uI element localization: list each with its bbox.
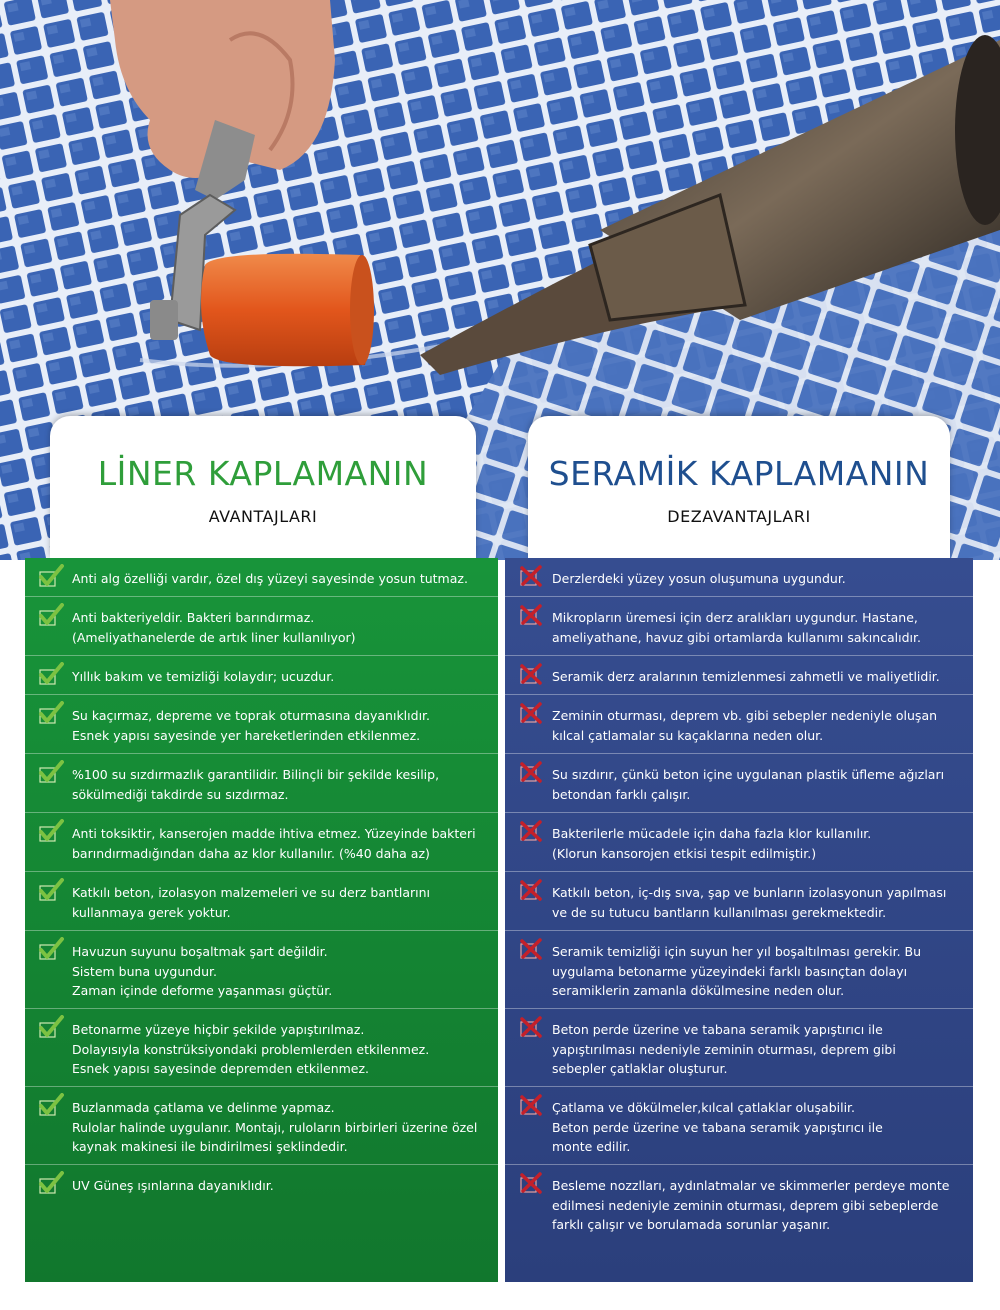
- list-item: [25, 1087, 498, 1165]
- list-item: [25, 597, 498, 656]
- list-item-text: (Ameliyathanelerde de artık liner kullanılıyor): [72, 629, 356, 645]
- cross-icon: [518, 760, 544, 784]
- list-item: [505, 813, 973, 872]
- list-item: [505, 931, 973, 1009]
- list-item: [505, 558, 973, 597]
- list-item-text: Bakterilerle mücadele için daha fazla klor kullanılır.: [552, 826, 872, 841]
- list-item-text: Buzlanmada çatlama ve delinme yapmaz.: [72, 1100, 335, 1115]
- list-item-text: Anti alg özelliği vardır, özel dış yüzeyi sayesinde yosun tutmaz.: [72, 571, 468, 586]
- list-item-text: kullanmaya gerek yoktur.: [72, 904, 231, 920]
- list-item: [25, 558, 498, 597]
- cross-icon: [518, 1171, 544, 1195]
- list-item-text: ameliyathane, havuz gibi ortamlarda kullanımı sakıncalıdır.: [552, 629, 922, 645]
- advantages-list: [25, 558, 498, 1282]
- check-icon: [38, 819, 64, 843]
- cross-icon: [518, 564, 544, 588]
- liner-advantages-card: [50, 416, 476, 558]
- list-item-text: (Klorun kansorojen etkisi tespit edilmiştir.): [552, 845, 817, 861]
- list-item: [25, 1009, 498, 1087]
- liner-subtitle: AVANTAJLARI: [208, 507, 318, 526]
- list-item: [505, 597, 973, 656]
- list-item: [505, 695, 973, 754]
- list-item-text: Sistem buna uygundur.: [72, 963, 217, 979]
- check-icon: [38, 1093, 64, 1117]
- list-item-text: Katkılı beton, izolasyon malzemeleri ve su derz bantlarını: [72, 885, 430, 900]
- list-item: [505, 656, 973, 695]
- list-item-text: Esnek yapısı sayesinde yer hareketlerinden etkilenmez.: [72, 727, 421, 743]
- cross-icon: [518, 937, 544, 961]
- list-item-text: Mikropların üremesi için derz aralıkları uygundur. Hastane,: [552, 610, 918, 625]
- cross-icon: [518, 1093, 544, 1117]
- list-item-text: Beton perde üzerine ve tabana seramik yapıştırıcı ile: [552, 1022, 883, 1037]
- list-item-text: barındırmadığından daha az klor kullanılır. (%40 daha az): [72, 845, 430, 861]
- list-item-text: sökülmediği takdirde su sızdırmaz.: [72, 786, 289, 802]
- check-icon: [38, 603, 64, 627]
- list-item: [505, 754, 973, 813]
- list-item-text: %100 su sızdırmazlık garantilidir. Bilinçli bir şekilde kesilip,: [72, 767, 440, 782]
- list-item-text: edilmesi nedeniyle zeminin oturması, deprem gibi sebeplerde: [552, 1197, 939, 1213]
- list-item: [505, 872, 973, 931]
- check-icon: [38, 1171, 64, 1195]
- list-item-text: uygulama betonarme yüzeyindeki farklı basınçtan dolayı: [552, 963, 908, 979]
- list-item-text: yapıştırılması nedeniyle zeminin oturması, deprem gibi: [552, 1041, 896, 1057]
- list-item-text: monte edilir.: [552, 1139, 631, 1154]
- list-item-text: Zaman içinde deforme yaşanması güçtür.: [72, 983, 333, 998]
- ceramic-disadvantages-card: [528, 416, 950, 558]
- list-item: [505, 1009, 973, 1087]
- list-item: [505, 1087, 973, 1165]
- list-item-text: kaynak makinesi ile bindirilmesi şeklindedir.: [72, 1139, 348, 1154]
- list-item-text: Katkılı beton, iç-dış sıva, şap ve bunların izolasyonun yapılması: [552, 885, 947, 900]
- cross-icon: [518, 819, 544, 843]
- list-item: [25, 695, 498, 754]
- list-item: [25, 872, 498, 931]
- list-item-text: Havuzun suyunu boşaltmak şart değildir.: [72, 944, 328, 959]
- list-item-text: UV Güneş ışınlarına dayanıklıdır.: [72, 1178, 274, 1193]
- list-item-text: Anti toksiktir, kanserojen madde ihtiva etmez. Yüzeyinde bakteri: [72, 826, 476, 841]
- list-item: [25, 754, 498, 813]
- list-item-text: Derzlerdeki yüzey yosun oluşumuna uygundur.: [552, 571, 846, 586]
- liner-title: LİNER KAPLAMANIN: [97, 454, 429, 493]
- list-item: [505, 1165, 973, 1282]
- list-item-text: Anti bakteriyeldir. Bakteri barındırmaz.: [72, 610, 315, 625]
- list-item: [25, 931, 498, 1009]
- check-icon: [38, 564, 64, 588]
- list-item: [25, 656, 498, 695]
- cross-icon: [518, 701, 544, 725]
- check-icon: [38, 878, 64, 902]
- list-item-text: Çatlama ve dökülmeler,kılcal çatlaklar oluşabilir.: [552, 1100, 856, 1115]
- check-icon: [38, 760, 64, 784]
- cross-icon: [518, 603, 544, 627]
- check-icon: [38, 701, 64, 725]
- list-item-text: Dolayısıyla konstrüksiyondaki problemlerden etkilenmez.: [72, 1041, 430, 1057]
- list-item-text: Yıllık bakım ve temizliği kolaydır; ucuzdur.: [72, 669, 335, 684]
- ceramic-title: SERAMİK KAPLAMANIN: [548, 454, 930, 493]
- list-item-text: farklı çalışır ve borulamada sorunlar yaşanır.: [552, 1217, 831, 1232]
- list-item-text: Su sızdırır, çünkü beton içine uygulanan plastik üfleme ağızları: [552, 767, 945, 782]
- list-item-text: kılcal çatlamalar su kaçaklarına neden olur.: [552, 727, 824, 743]
- list-item-text: betondan farklı çalışır.: [552, 786, 691, 802]
- list-item-text: sebepler çatlaklar oluşturur.: [552, 1061, 728, 1076]
- cross-icon: [518, 878, 544, 902]
- ceramic-subtitle: DEZAVANTAJLARI: [667, 507, 811, 526]
- list-item-text: Besleme nozzlları, aydınlatmalar ve skimmerler perdeye monte: [552, 1178, 950, 1193]
- check-icon: [38, 662, 64, 686]
- list-item-text: Su kaçırmaz, depreme ve toprak oturmasına dayanıklıdır.: [72, 708, 431, 723]
- disadvantages-list: [505, 558, 973, 1282]
- check-icon: [38, 1015, 64, 1039]
- list-item-text: Zeminin oturması, deprem vb. gibi sebepler nedeniyle oluşan: [552, 708, 938, 723]
- list-item: [25, 1165, 498, 1282]
- list-item-text: Beton perde üzerine ve tabana seramik yapıştırıcı ile: [552, 1119, 883, 1135]
- list-item-text: ve de su tutucu bantların kullanılması gerekmektedir.: [552, 904, 887, 920]
- cross-icon: [518, 662, 544, 686]
- list-item-text: seramiklerin zamanla dökülmesine neden olur.: [552, 983, 845, 998]
- check-icon: [38, 937, 64, 961]
- list-item-text: Betonarme yüzeye hiçbir şekilde yapıştırılmaz.: [72, 1022, 365, 1037]
- list-item-text: Esnek yapısı sayesinde depremden etkilenmez.: [72, 1061, 370, 1076]
- list-item-text: Seramik temizliği için suyun her yıl boşaltılması gerekir. Bu: [552, 944, 922, 959]
- list-item-text: Seramik derz aralarının temizlenmesi zahmetli ve maliyetlidir.: [552, 669, 940, 684]
- cross-icon: [518, 1015, 544, 1039]
- list-item-text: Rulolar halinde uygulanır. Montajı, ruloların birbirleri üzerine özel: [72, 1119, 478, 1135]
- list-item: [25, 813, 498, 872]
